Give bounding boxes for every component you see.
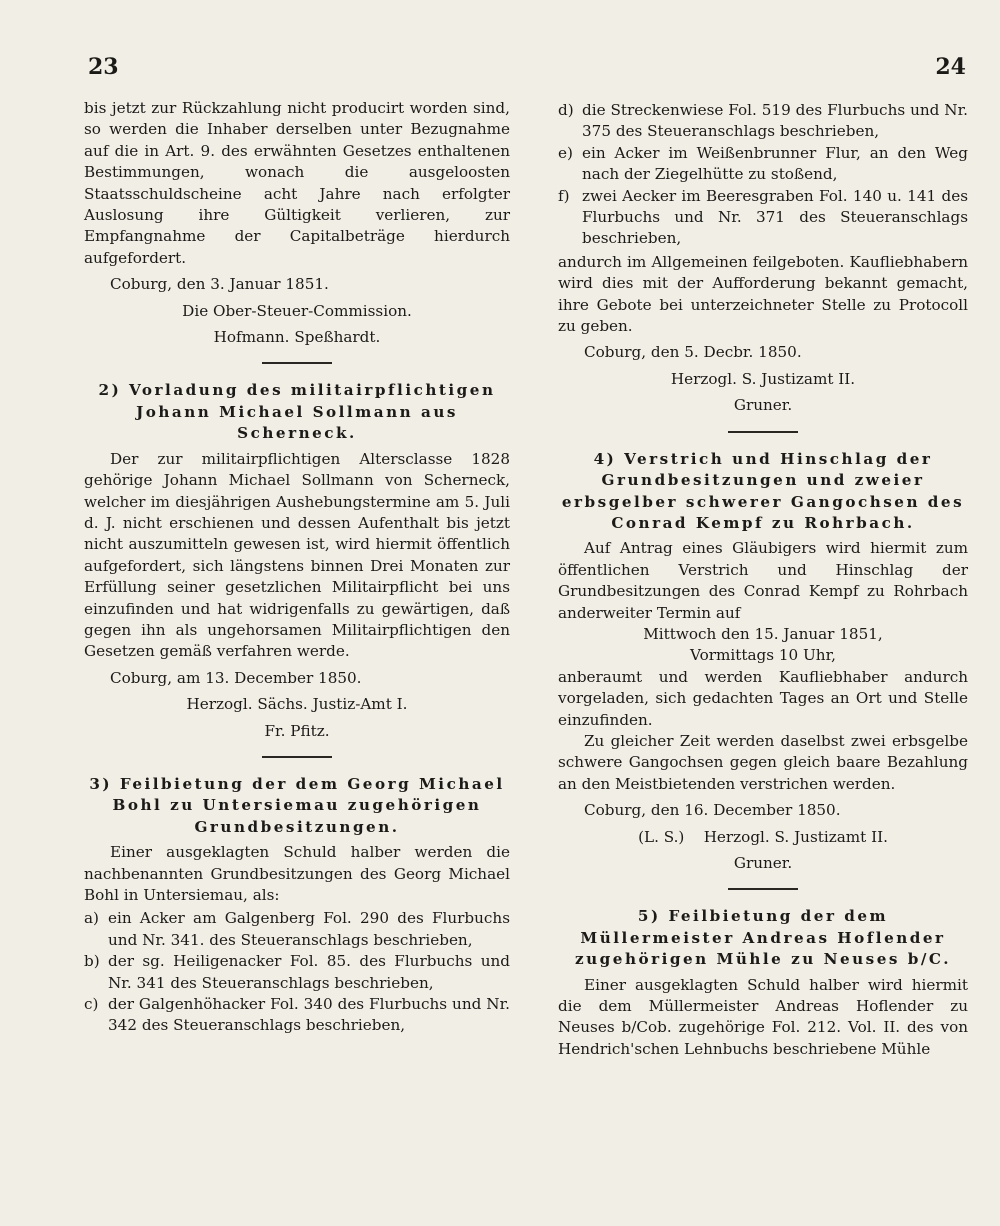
notice-3-authority: Herzogl. S. Justizamt II. xyxy=(670,369,856,388)
section-divider xyxy=(262,756,332,758)
notice-4-heading: 4) Verstrich und Hinschlag der Grundbesitzungen und zweier erbsgelber schwerer Gangochsen des Conrad Kempf zu Rohrbach. xyxy=(561,449,965,532)
notice-3-heading: 3) Feilbietung der dem Georg Michael Bohl zu Untersiemau zugehörigen Grundbesitzungen. xyxy=(89,774,505,836)
list-item-text: der Galgenhöhacker Fol. 340 des Flurbuchs und Nr. 342 des Steueranschlags beschrieben, xyxy=(108,995,510,1035)
notice-3-place-date: Coburg, den 5. Decbr. 1850. xyxy=(584,343,802,362)
list-item xyxy=(558,186,968,250)
notice-2-signatory: Fr. Pfitz. xyxy=(264,721,330,740)
section-divider xyxy=(728,888,798,890)
notice-4-body: Auf Antrag eines Gläubigers wird hiermit zum öffentlichen Verstrich und Hinschlag der Grundbesitzungen des Conrad Kempf zu Rohrbach anderweiter Termin auf xyxy=(558,539,968,622)
notice-4-time-line: Vormittags 10 Uhr, xyxy=(690,646,836,665)
notice-3-property-list xyxy=(84,908,510,1036)
section-divider xyxy=(728,431,798,433)
notice-5-body: Einer ausgeklagten Schuld halber wird hiermit die dem Müllermeister Andreas Hoflender zu Neuses b/Cob. zugehörige Fol. 212. Vol. II. des von Hendrich'schen Lehnbuchs beschriebene Mühle xyxy=(558,975,968,1058)
list-item-label: b) xyxy=(84,952,100,971)
right-page-column xyxy=(558,98,968,1060)
page-number-right: 24 xyxy=(935,54,966,80)
notice-4-signatory: Gruner. xyxy=(733,854,793,872)
notice-2-heading: 2) Vorladung des militairpflichtigen Johann Michael Sollmann aus Scherneck. xyxy=(98,381,496,443)
notice-4-authority: Herzogl. S. Justizamt II. xyxy=(703,827,888,846)
list-item-label: e) xyxy=(558,143,573,162)
notice-2-place-date: Coburg, am 13. December 1850. xyxy=(110,668,362,687)
notice-3-property-list-continued xyxy=(558,100,968,250)
notice-4-place-date: Coburg, den 16. December 1850. xyxy=(584,801,841,820)
notice-3-signatory: Gruner. xyxy=(733,396,793,415)
notice-4-body-oxen: Zu gleicher Zeit werden daselbst zwei erbsgelbe schwere Gangochsen gegen gleich baare Bezahlung an den Meistbietenden verstrichen werden. xyxy=(558,731,968,793)
notice-4-seal-authority xyxy=(558,827,968,848)
notice-3-body-continued: andurch im Allgemeinen feilgeboten. Kaufliebhabern wird dies mit der Aufforderung bekannt gemacht, ihre Gebote bei unterzeichneter Stelle zu Protocoll zu geben. xyxy=(558,252,968,336)
list-item-text: der sg. Heiligenacker Fol. 85. des Flurbuchs und Nr. 341 des Steueranschlags beschrieben, xyxy=(108,952,510,992)
notice-1-authority: Die Ober-Steuer-Commission. xyxy=(182,301,412,320)
notice-1-signatories: Hofmann. Speßhardt. xyxy=(213,328,381,347)
list-item xyxy=(84,908,510,951)
list-item-label: f) xyxy=(558,186,570,205)
page-number-left: 23 xyxy=(88,54,119,80)
list-item-text: ein Acker am Galgenberg Fol. 290 des Flurbuchs und Nr. 341. des Steueranschlags beschrieben, xyxy=(108,909,510,949)
notice-4-body-continued: anberaumt und werden Kaufliebhaber andurch vorgeladen, sich gedachten Tages an Ort und Stelle einzufinden. xyxy=(558,667,968,729)
left-page-column xyxy=(84,98,510,1039)
notice-1-place-date: Coburg, den 3. Januar 1851. xyxy=(110,275,329,294)
list-item-text: zwei Aecker im Beeresgraben Fol. 140 u. 141 des Flurbuchs und Nr. 371 des Steueranschlags beschrieben, xyxy=(582,186,968,248)
list-item xyxy=(558,143,968,186)
list-item-label: d) xyxy=(558,101,574,119)
list-item-label: a) xyxy=(84,909,99,928)
list-item xyxy=(84,951,510,994)
notice-2-body: Der zur militairpflichtigen Altersclasse 1828 gehörige Johann Michael Sollmann von Scherneck, welcher im diesjährigen Aushebungstermine am 5. Juli d. J. nicht erschienen und dessen Aufenthalt bis jetzt nicht auszumitteln gewesen ist, wird hiermit öffentlich aufgefordert, sich längstens binnen Drei Monaten zur Erfüllung seiner gesetzlichen Militairpflicht bei uns einzufinden und hat widrigenfalls zu gewärtigen, daß gegen ihn als ungehorsamen Militairpflichtigen den Gesetzen gemäß verfahren werde. xyxy=(84,449,510,661)
section-divider xyxy=(262,362,332,364)
list-item xyxy=(84,994,510,1037)
list-item-text: die Streckenwiese Fol. 519 des Flurbuchs und Nr. 375 des Steueranschlags beschrieben, xyxy=(582,101,968,141)
seal-mark: (L. S.) xyxy=(638,827,685,846)
list-item-label: c) xyxy=(84,995,99,1014)
notice-1-continued-text: bis jetzt zur Rückzahlung nicht producirt worden sind, so werden die Inhaber derselben unter Bezugnahme auf die in Art. 9. des erwähnten Gesetzes enthaltenen Bestimmungen, wonach die ausgeloosten Staatsschuldscheine acht Jahre nach erfolgter Auslosung ihre Gültigkeit verlieren, zur Empfangnahme der Capitalbeträge hierdurch aufgefordert. xyxy=(84,99,510,267)
notice-3-body: Einer ausgeklagten Schuld halber werden die nachbenannten Grundbesitzungen des Georg Michael Bohl in Untersiemau, als: xyxy=(84,843,510,904)
list-item-text: ein Acker im Weißenbrunner Flur, an den Weg nach der Ziegelhütte zu stoßend, xyxy=(582,143,968,184)
notice-4-date-line: Mittwoch den 15. Januar 1851, xyxy=(643,624,883,643)
list-item xyxy=(558,100,968,143)
notice-5-heading: 5) Feilbietung der dem Müllermeister Andreas Hoflender zugehörigen Mühle zu Neuses b/C. xyxy=(575,907,951,969)
notice-2-authority: Herzogl. Sächs. Justiz-Amt I. xyxy=(186,695,408,714)
